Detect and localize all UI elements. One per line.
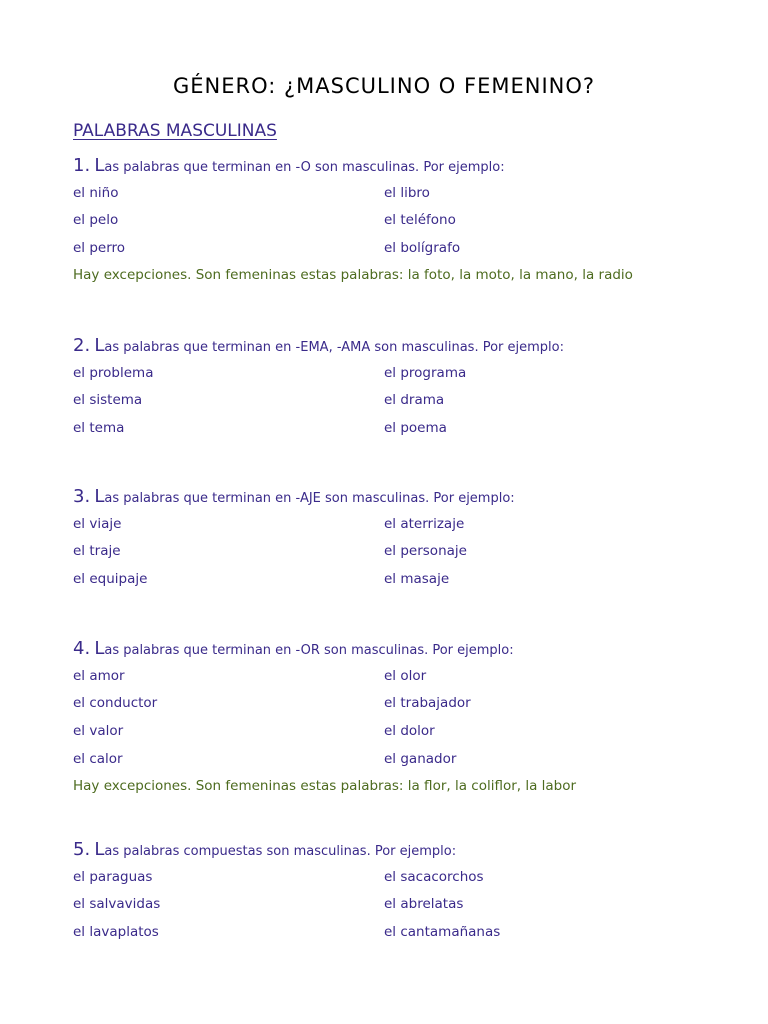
example-row <box>73 863 713 891</box>
example-row <box>73 690 713 718</box>
example-row <box>73 207 713 235</box>
example-row <box>73 565 713 593</box>
example-row <box>73 234 713 262</box>
example-word: el sacacorchos <box>384 868 484 885</box>
rule-initial: L <box>94 638 105 659</box>
page-title: GÉNERO: ¿MASCULINO O FEMENINO? <box>172 74 596 98</box>
rule-body: as palabras compuestas son masculinas. Por ejemplo: <box>104 844 457 859</box>
example-word: el problema <box>73 364 154 381</box>
example-word: el libro <box>384 184 430 201</box>
example-word: el valor <box>73 722 124 739</box>
example-word: el lavaplatos <box>73 923 159 940</box>
example-word: el trabajador <box>384 695 471 712</box>
rule-text <box>73 155 713 179</box>
exception-note: Hay excepciones. Son femeninas estas palabras: la flor, la coliflor, la labor <box>73 777 577 794</box>
example-word: el paraguas <box>73 868 153 885</box>
rule-initial: L <box>94 839 105 860</box>
rule-body: as palabras que terminan en -AJE son masculinas. Por ejemplo: <box>104 491 515 506</box>
rule-number: 2. <box>73 335 91 356</box>
example-row <box>73 538 713 566</box>
example-word: el dolor <box>384 722 435 739</box>
rule-section-3 <box>73 486 713 593</box>
example-word: el salvavidas <box>73 896 161 913</box>
section-heading: PALABRAS MASCULINAS <box>73 121 277 141</box>
example-word: el bolígrafo <box>384 239 461 256</box>
example-word: el cantamañanas <box>384 923 501 940</box>
rule-section-5 <box>73 839 713 946</box>
example-row <box>73 510 713 538</box>
example-word: el niño <box>73 184 119 201</box>
rule-number: 1. <box>73 155 91 176</box>
rule-number: 3. <box>73 486 91 507</box>
rule-text <box>73 839 713 863</box>
rule-body: as palabras que terminan en -O son masculinas. Por ejemplo: <box>104 160 505 175</box>
example-word: el viaje <box>73 515 122 532</box>
example-word: el tema <box>73 419 125 436</box>
example-word: el aterrizaje <box>384 515 465 532</box>
example-row <box>73 662 713 690</box>
rule-body: as palabras que terminan en -OR son masculinas. Por ejemplo: <box>104 643 514 658</box>
rule-section-4 <box>73 638 713 799</box>
rule-number: 4. <box>73 638 91 659</box>
example-word: el teléfono <box>384 212 456 229</box>
example-word: el personaje <box>384 543 467 560</box>
exception-note: Hay excepciones. Son femeninas estas palabras: la foto, la moto, la mano, la radio <box>73 267 633 284</box>
example-word: el drama <box>384 392 445 409</box>
example-word: el masaje <box>384 570 450 587</box>
example-word: el traje <box>73 543 121 560</box>
example-row <box>73 414 713 442</box>
example-word: el poema <box>384 419 447 436</box>
rule-initial: L <box>94 155 105 176</box>
example-word: el sistema <box>73 392 143 409</box>
rule-section-1 <box>73 155 713 289</box>
rule-body: as palabras que terminan en -EMA, -AMA son masculinas. Por ejemplo: <box>104 340 564 355</box>
example-word: el conductor <box>73 695 158 712</box>
example-row <box>73 918 713 946</box>
rule-number: 5. <box>73 839 91 860</box>
example-row <box>73 179 713 207</box>
rule-text <box>73 486 713 510</box>
example-word: el perro <box>73 239 126 256</box>
example-row <box>73 359 713 387</box>
example-word: el equipaje <box>73 570 148 587</box>
rule-text <box>73 335 713 359</box>
rule-initial: L <box>94 335 105 356</box>
example-word: el olor <box>384 667 427 684</box>
example-word: el programa <box>384 364 467 381</box>
example-word: el pelo <box>73 212 119 229</box>
rule-text <box>73 638 713 662</box>
rule-initial: L <box>94 486 105 507</box>
example-row <box>73 717 713 745</box>
example-word: el ganador <box>384 750 457 767</box>
example-word: el amor <box>73 667 125 684</box>
rule-section-2 <box>73 335 713 442</box>
example-word: el calor <box>73 750 123 767</box>
example-row <box>73 891 713 919</box>
example-word: el abrelatas <box>384 896 464 913</box>
example-row <box>73 387 713 415</box>
example-row <box>73 745 713 773</box>
